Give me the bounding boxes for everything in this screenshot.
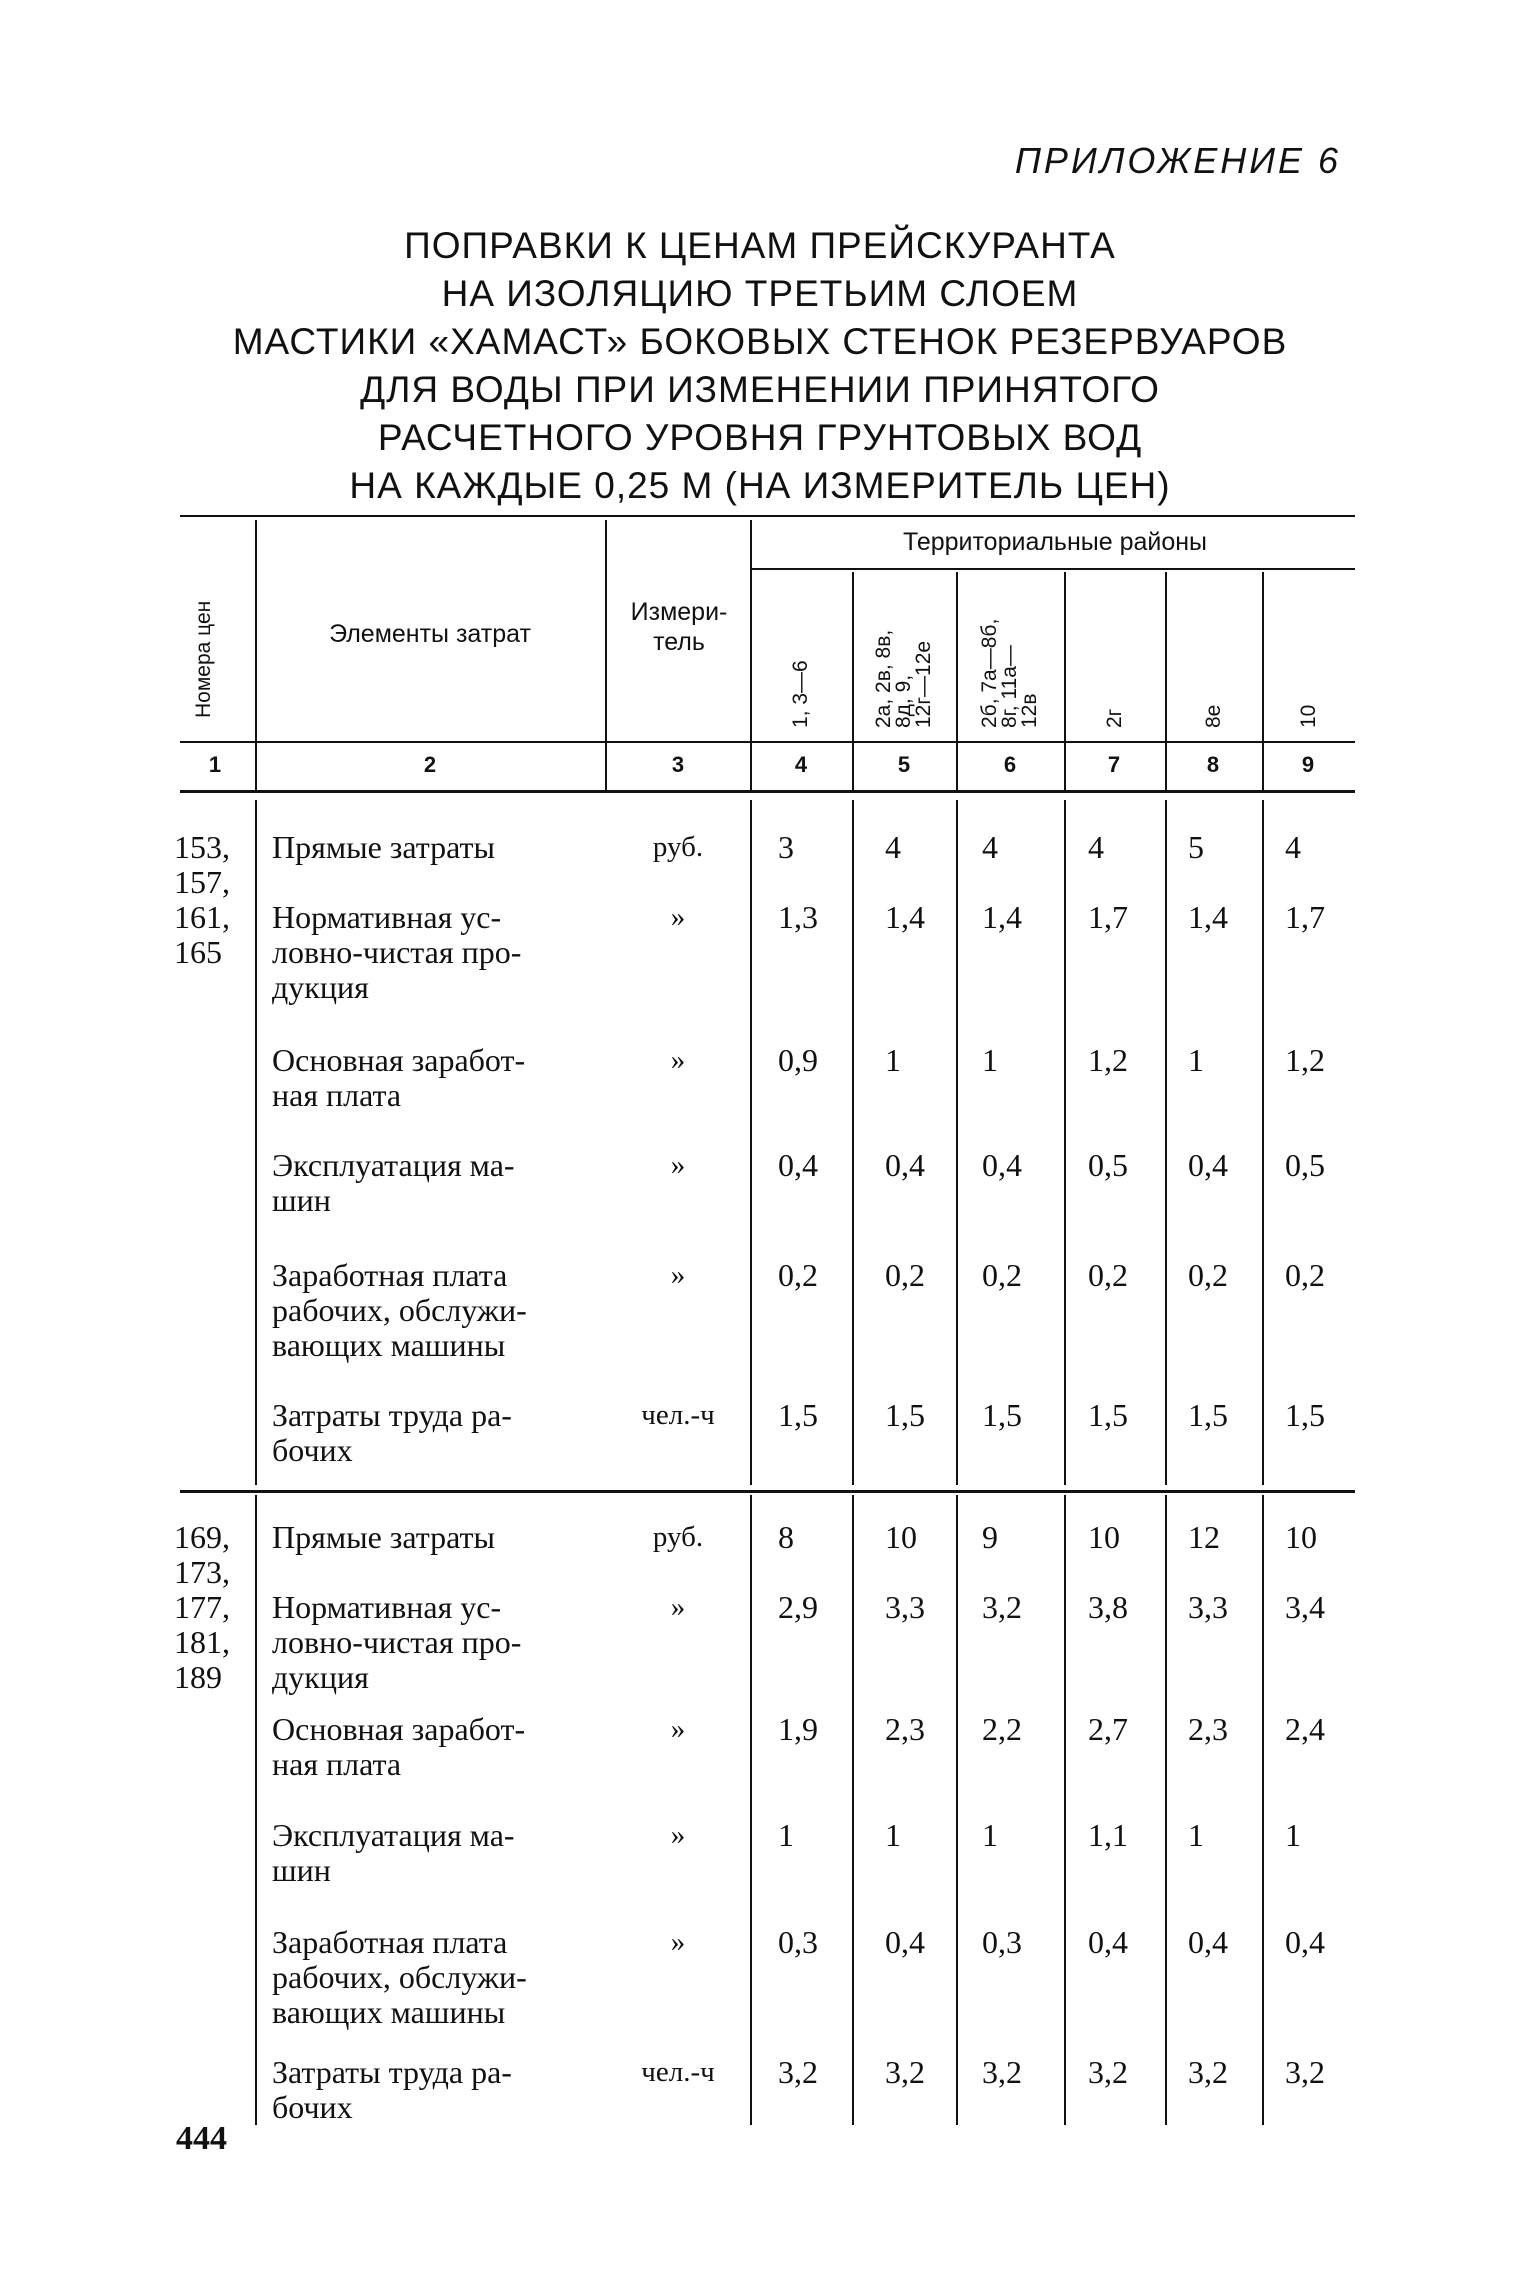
column-divider	[255, 520, 257, 790]
cost-element: Затраты труда ра- бочих	[272, 2054, 512, 2125]
page-number: 444	[176, 2120, 227, 2157]
region-value: 0,4	[885, 1924, 925, 1960]
region-value: 1,5	[885, 1397, 925, 1433]
region-value: 0,4	[1285, 1924, 1325, 1960]
header-region-6: 10	[1296, 704, 1320, 728]
region-value: 1	[778, 1817, 794, 1853]
region-value: 3,2	[982, 1589, 1022, 1625]
header-territorial: Территориальные районы	[902, 528, 1208, 556]
region-value: 0,2	[1285, 1257, 1325, 1293]
column-number: 3	[671, 752, 685, 777]
unit-of-measure: »	[670, 1591, 686, 1623]
column-divider	[956, 1495, 958, 2125]
unit-of-measure: »	[670, 1819, 686, 1851]
region-value: 1,4	[982, 899, 1022, 935]
column-divider	[750, 1495, 752, 2125]
header-region-4: 2г	[1102, 708, 1126, 728]
header-region-2: 2а, 2в, 8в, 8д, 9, 12г—12е	[872, 629, 935, 728]
unit-of-measure: руб.	[652, 831, 704, 863]
region-value: 0,9	[778, 1042, 818, 1078]
column-number: 9	[1301, 752, 1315, 777]
region-value: 4	[1285, 829, 1301, 865]
column-divider	[852, 572, 854, 790]
region-value: 9	[982, 1519, 998, 1555]
header-unit-line2: тель	[653, 628, 705, 656]
region-value: 5	[1188, 829, 1204, 865]
column-number: 6	[1003, 752, 1017, 777]
column-divider	[956, 572, 958, 790]
appendix-label: ПРИЛОЖЕНИЕ 6	[1014, 140, 1341, 181]
column-divider	[255, 800, 257, 1485]
region-value: 3,2	[1285, 2054, 1325, 2090]
unit-of-measure: »	[670, 1926, 686, 1958]
region-value: 3,2	[778, 2054, 818, 2090]
unit-of-measure: чел.-ч	[641, 1399, 715, 1431]
unit-of-measure: »	[670, 1713, 686, 1745]
column-divider	[852, 1495, 854, 2125]
region-value: 2,7	[1088, 1711, 1128, 1747]
region-value: 4	[1088, 829, 1104, 865]
cost-element: Основная заработ- ная плата	[272, 1042, 526, 1113]
header-cost-elements: Элементы затрат	[329, 620, 531, 648]
region-value: 1	[1188, 1817, 1204, 1853]
region-value: 0,3	[982, 1924, 1022, 1960]
region-value: 1,1	[1088, 1817, 1128, 1853]
region-value: 0,3	[778, 1924, 818, 1960]
region-value: 1,5	[778, 1397, 818, 1433]
unit-of-measure: руб.	[652, 1521, 704, 1553]
header-unit-line1: Измери-	[630, 598, 728, 626]
region-value: 2,2	[982, 1711, 1022, 1747]
region-value: 0,4	[778, 1147, 818, 1183]
column-divider	[1262, 800, 1264, 1485]
region-value: 1,7	[1285, 899, 1325, 935]
region-value: 1	[1285, 1817, 1301, 1853]
header-price-numbers: Номера цен	[192, 600, 215, 718]
cost-element: Нормативная ус- ловно-чистая про- дукция	[272, 1589, 522, 1695]
region-value: 3,3	[885, 1589, 925, 1625]
column-divider	[1064, 800, 1066, 1485]
column-number: 2	[423, 752, 437, 777]
region-value: 10	[1088, 1519, 1120, 1555]
column-number: 8	[1206, 752, 1220, 777]
cost-element: Прямые затраты	[272, 829, 496, 865]
table-rule	[180, 1490, 1355, 1493]
region-value: 2,9	[778, 1589, 818, 1625]
region-value: 12	[1188, 1519, 1220, 1555]
region-value: 2,3	[885, 1711, 925, 1747]
region-value: 0,2	[1088, 1257, 1128, 1293]
column-divider	[255, 1495, 257, 2125]
region-value: 0,4	[885, 1147, 925, 1183]
region-value: 3,4	[1285, 1589, 1325, 1625]
column-divider	[1262, 572, 1264, 790]
region-value: 0,5	[1285, 1147, 1325, 1183]
region-value: 4	[982, 829, 998, 865]
region-value: 1,2	[1285, 1042, 1325, 1078]
region-value: 1,9	[778, 1711, 818, 1747]
region-value: 0,5	[1088, 1147, 1128, 1183]
table-rule	[752, 568, 1355, 570]
region-value: 0,4	[1188, 1924, 1228, 1960]
column-number: 1	[208, 752, 222, 777]
column-divider	[1165, 1495, 1167, 2125]
column-divider	[605, 520, 607, 790]
region-value: 1,2	[1088, 1042, 1128, 1078]
cost-element: Основная заработ- ная плата	[272, 1711, 526, 1782]
unit-of-measure: »	[670, 1044, 686, 1076]
region-value: 1,3	[778, 899, 818, 935]
unit-of-measure: »	[670, 1149, 686, 1181]
region-value: 3	[778, 829, 794, 865]
region-value: 3,2	[982, 2054, 1022, 2090]
column-number: 5	[897, 752, 911, 777]
region-value: 10	[885, 1519, 917, 1555]
column-divider	[1262, 1495, 1264, 2125]
region-value: 1,4	[1188, 899, 1228, 935]
region-value: 1,5	[1188, 1397, 1228, 1433]
region-value: 0,4	[1088, 1924, 1128, 1960]
region-value: 0,4	[1188, 1147, 1228, 1183]
table-rule	[180, 741, 1355, 743]
region-value: 3,2	[885, 2054, 925, 2090]
table-rule	[180, 790, 1355, 793]
cost-element: Нормативная ус- ловно-чистая про- дукция	[272, 899, 522, 1005]
region-value: 0,2	[1188, 1257, 1228, 1293]
region-value: 1	[885, 1817, 901, 1853]
region-value: 3,8	[1088, 1589, 1128, 1625]
region-value: 3,2	[1088, 2054, 1128, 2090]
region-value: 0,4	[982, 1147, 1022, 1183]
column-divider	[1165, 800, 1167, 1485]
region-value: 0,2	[778, 1257, 818, 1293]
header-region-3: 2б, 7а—8б, 8г, 11а— 12в	[978, 618, 1041, 728]
cost-element: Заработная плата рабочих, обслужи- вающих машины	[272, 1924, 527, 2030]
price-numbers: 153, 157, 161, 165	[174, 829, 230, 970]
column-divider	[852, 800, 854, 1485]
region-value: 2,4	[1285, 1711, 1325, 1747]
cost-element: Заработная плата рабочих, обслужи- вающих машины	[272, 1257, 527, 1363]
unit-of-measure: »	[670, 1259, 686, 1291]
region-value: 10	[1285, 1519, 1317, 1555]
region-value: 1	[885, 1042, 901, 1078]
title-line: МАСТИКИ «ХАМАСТ» БОКОВЫХ СТЕНОК РЕЗЕРВУАРОВ	[232, 321, 1288, 362]
region-value: 1,7	[1088, 899, 1128, 935]
region-value: 0,2	[982, 1257, 1022, 1293]
title-line: РАСЧЕТНОГО УРОВНЯ ГРУНТОВЫХ ВОД	[377, 417, 1143, 458]
cost-element: Затраты труда ра- бочих	[272, 1397, 512, 1468]
table-rule	[180, 515, 1355, 517]
column-number: 7	[1107, 752, 1121, 777]
column-divider	[750, 800, 752, 1485]
column-divider	[956, 800, 958, 1485]
region-value: 1,5	[1088, 1397, 1128, 1433]
region-value: 1,5	[982, 1397, 1022, 1433]
title-line: ПОПРАВКИ К ЦЕНАМ ПРЕЙСКУРАНТА	[404, 225, 1116, 266]
cost-element: Эксплуатация ма- шин	[272, 1817, 515, 1888]
cost-element: Прямые затраты	[272, 1519, 496, 1555]
region-value: 1	[1188, 1042, 1204, 1078]
title-line: НА КАЖДЫЕ 0,25 М (НА ИЗМЕРИТЕЛЬ ЦЕН)	[349, 465, 1171, 506]
page-title	[160, 222, 1360, 510]
column-divider	[750, 520, 752, 790]
column-divider	[1064, 1495, 1066, 2125]
header-region-1: 1, 3—6	[789, 660, 812, 728]
column-divider	[1165, 572, 1167, 790]
title-line: НА ИЗОЛЯЦИЮ ТРЕТЬИМ СЛОЕМ	[441, 273, 1079, 314]
region-value: 1,5	[1285, 1397, 1325, 1433]
column-divider	[1064, 572, 1066, 790]
region-value: 4	[885, 829, 901, 865]
region-value: 0,2	[885, 1257, 925, 1293]
region-value: 2,3	[1188, 1711, 1228, 1747]
cost-element: Эксплуатация ма- шин	[272, 1147, 515, 1218]
region-value: 3,2	[1188, 2054, 1228, 2090]
region-value: 1,4	[885, 899, 925, 935]
header-region-5: 8е	[1201, 704, 1225, 728]
unit-of-measure: »	[670, 901, 686, 933]
column-number: 4	[794, 752, 808, 777]
unit-of-measure: чел.-ч	[641, 2056, 715, 2088]
title-line: ДЛЯ ВОДЫ ПРИ ИЗМЕНЕНИИ ПРИНЯТОГО	[360, 369, 1160, 410]
price-numbers: 169, 173, 177, 181, 189	[174, 1519, 230, 1695]
region-value: 1	[982, 1817, 998, 1853]
region-value: 8	[778, 1519, 794, 1555]
region-value: 1	[982, 1042, 998, 1078]
region-value: 3,3	[1188, 1589, 1228, 1625]
